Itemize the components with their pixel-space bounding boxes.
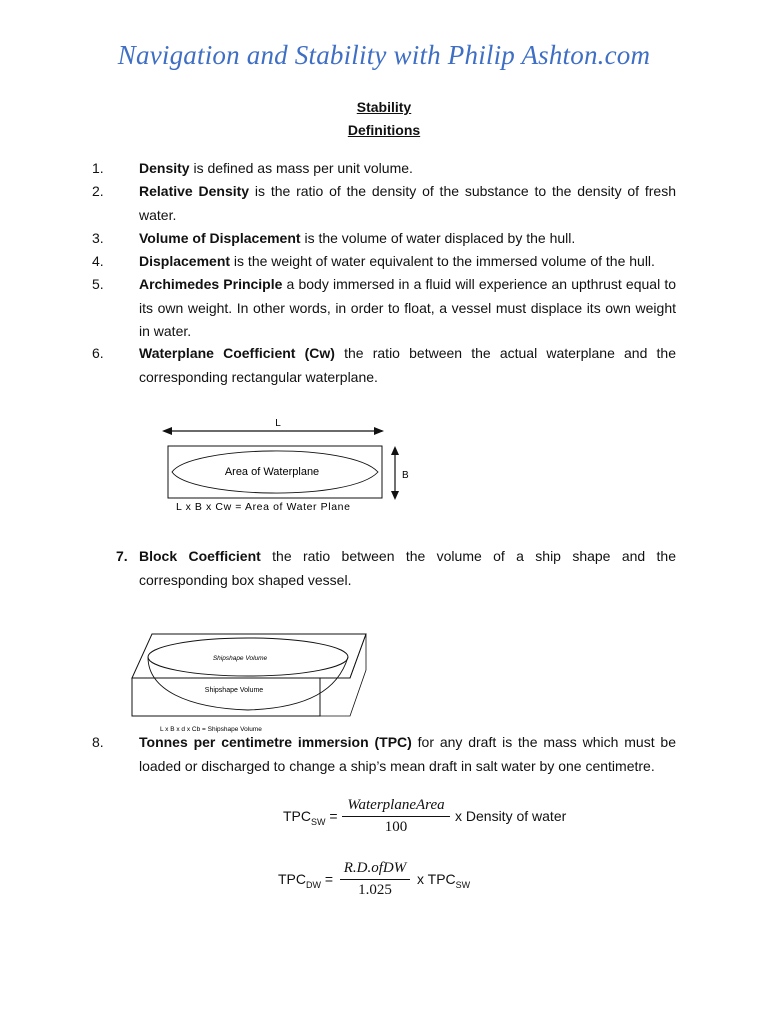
item-text: a body immersed in a fluid will experience an upthrust equal to its own weight. In other words, in order to float, a vessel must displace its own weight in water. (139, 276, 676, 339)
formula-lhs: TPC (283, 808, 311, 824)
diagram-caption: L x B x d x Cb = Shipshape Volume (160, 726, 262, 733)
item-text: is defined as mass per unit volume. (189, 160, 413, 176)
item-number: 4. (92, 253, 104, 269)
formula-lhs: TPC (278, 871, 306, 887)
definition-item-2 (92, 180, 676, 227)
formula-lhs-subscript: DW (306, 879, 321, 890)
item-number: 3. (92, 230, 104, 246)
definition-item-1 (92, 157, 676, 181)
definition-item-3 (92, 227, 676, 251)
box-front-face (132, 678, 320, 716)
formula-numerator: WaterplaneArea (347, 797, 445, 813)
formula-rhs: x Density of water (455, 808, 567, 824)
side-volume-label: Shipshape Volume (204, 687, 264, 694)
formula-denominator: 1.025 (358, 882, 392, 898)
item-term: Volume of Displacement (139, 230, 301, 246)
item-term: Archimedes Principle (139, 276, 283, 292)
item-term: Tonnes per centimetre immersion (TPC) (139, 734, 412, 750)
formula-rhs-subscript: SW (455, 879, 471, 890)
formula-numerator: R.D.ofDW (343, 860, 407, 876)
definition-item-4 (92, 250, 676, 274)
definition-item-7 (92, 545, 676, 592)
section-subtitle: Definitions (347, 122, 421, 138)
item-text: for any draft is the mass which must be loaded or discharged to change a ship’s mean draft in salt water by one centimetre. (139, 734, 677, 774)
item-term: Displacement (139, 253, 231, 269)
site-banner: Navigation and Stability with Philip Ashton.com (117, 40, 651, 70)
item-number: 2. (92, 183, 104, 199)
item-term: Block Coefficient (139, 548, 261, 564)
waterplane-diagram (160, 412, 420, 517)
item-text: is the weight of water equivalent to the immersed volume of the hull. (230, 253, 655, 269)
item-term: Waterplane Coefficient (Cw) (139, 345, 335, 361)
diagram-caption: L x B x Cw = Area of Water Plane (176, 501, 351, 513)
definition-item-6 (92, 342, 676, 389)
block-coefficient-diagram (128, 630, 378, 735)
item-number: 5. (92, 276, 104, 292)
breadth-label: B (402, 470, 409, 481)
item-text: the ratio between the actual waterplane and the corresponding rectangular waterplane. (139, 345, 676, 385)
length-label: L (275, 418, 281, 429)
item-text: is the volume of water displaced by the hull. (300, 230, 576, 246)
formula-rhs: x TPC (417, 871, 456, 887)
item-text: is the ratio of the density of the substance to the density of fresh water. (139, 183, 676, 223)
top-volume-label: Shipshape Volume (212, 655, 268, 662)
area-label: Area of Waterplane (224, 466, 320, 478)
formula-denominator: 100 (384, 819, 408, 835)
item-number: 6. (92, 345, 104, 361)
item-text: the ratio between the volume of a ship shape and the corresponding box shaped vessel. (139, 548, 676, 588)
definition-item-5 (92, 273, 676, 344)
item-number: 1. (92, 160, 104, 176)
formula-lhs-subscript: SW (311, 816, 326, 827)
item-number: 7. (116, 548, 128, 564)
item-term: Relative Density (139, 183, 250, 199)
page-title: Stability (356, 99, 412, 115)
definition-item-8 (92, 731, 676, 778)
item-term: Density (139, 160, 190, 176)
item-number: 8. (92, 734, 104, 750)
